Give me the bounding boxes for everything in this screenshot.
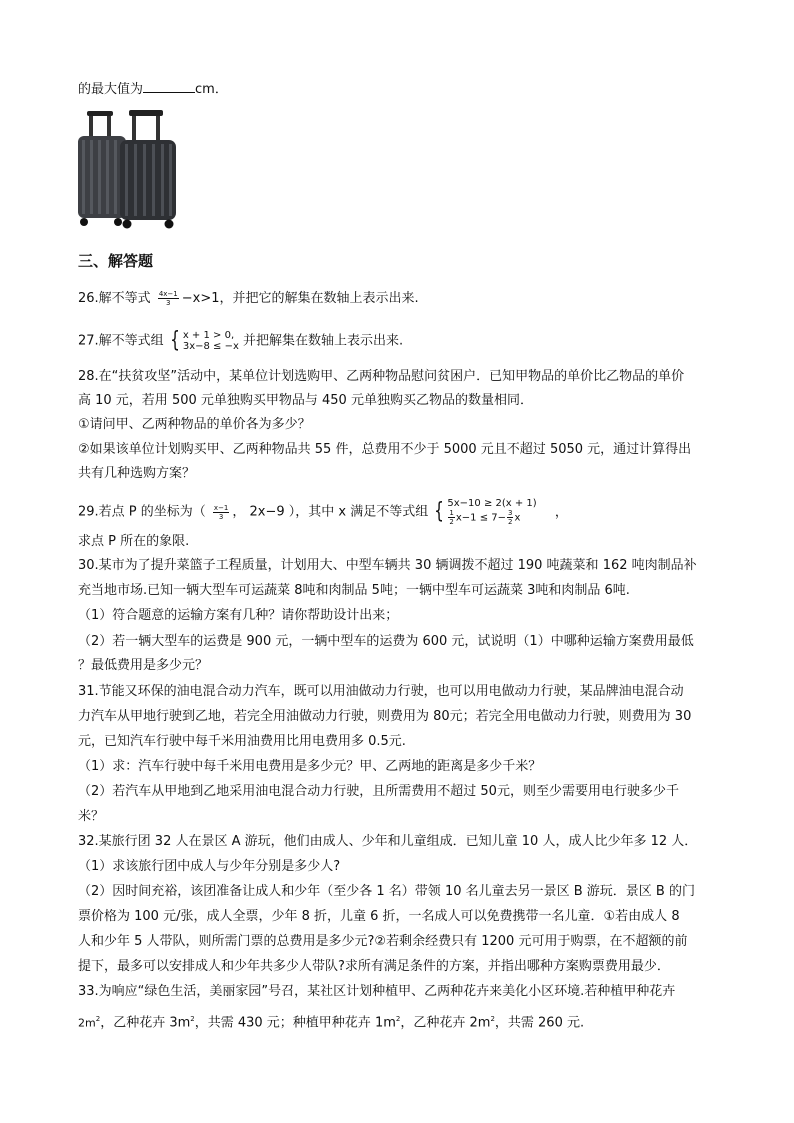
answer-prefix: 的最大值为 — [78, 82, 144, 97]
question-30-line-2: 充当地市场.已知一辆大型车可运蔬菜 8吨和肉制品 5吨；一辆中型车可运蔬菜 3吨和肉制品 6吨. — [78, 583, 630, 598]
question-31-line-5: （2）若汽车从甲地到乙地采用油电混合动力行驶，且所需费用不超过 50元，则至少需要用电行驶多少千 — [78, 784, 679, 799]
question-32-line-3: （2）因时间充裕，该团准备让成人和少年（至少各 1 名）带领 10 名儿童去另一景区 B 游玩．景区 B 的门 — [78, 884, 695, 899]
q26-prefix: 26.解不等式 — [78, 291, 151, 306]
question-31-line-3: 元，已知汽车行驶中每千米用油费用比用电费用多 0.5元. — [78, 734, 406, 749]
q29-brace: { — [434, 499, 445, 524]
question-28-line-5: 共有几种选购方案？ — [78, 466, 196, 481]
answer-blank — [143, 80, 195, 93]
q27-text: 并把解集在数轴上表示出来. — [243, 333, 404, 349]
q29-prefix: 29.若点 P 的坐标为（ — [78, 504, 206, 520]
q26-text: −x>1，并把它的解集在数轴上表示出来. — [181, 291, 419, 306]
question-30-line-5: ？最低费用是多少元？ — [78, 658, 209, 673]
question-32-line-4: 票价格为 100 元/张，成人全票，少年 8 折，儿童 6 折，一名成人可以免费携带一名儿童．①若由成人 8 — [78, 909, 680, 924]
question-28-line-3: ①请问甲、乙两种物品的单价各为多少？ — [78, 417, 311, 432]
question-30-line-3: （1）符合题意的运输方案有几种？请你帮助设计出来； — [78, 608, 399, 623]
q29-comma: ， — [554, 504, 568, 520]
question-32-line-5: 人和少年 5 人带队，则所需门票的总费用是多少元?②若剩余经费只有 1200 元可用于购票，在不超额的前 — [78, 934, 688, 949]
question-31-line-2: 力汽车从甲地行驶到乙地，若完全用油做动力行驶，则费用为 80元；若完全用电做动力行驶，则费用为 30 — [78, 709, 692, 724]
question-32-line-1: 32.某旅行团 32 人在景区 A 游玩，他们由成人、少年和儿童组成．已知儿童 10 人，成人比少年多 12 人． — [78, 834, 698, 849]
q26-fraction: $\frac{4x-1}{3}$ — [158, 290, 178, 307]
question-31-line-4: （1）求：汽车行驶中每千米用电费用是多少元？甲、乙两地的距离是多少千米？ — [78, 759, 542, 774]
section-title: 三、解答题 — [78, 252, 154, 270]
question-27 — [78, 330, 403, 352]
answer-suffix: cm． — [195, 82, 228, 97]
question-28-line-1: 28.在“扶贫攻坚”活动中，某单位计划选购甲、乙两种物品慰问贫困户．已知甲物品的单价比乙物品的单价 — [78, 369, 685, 384]
question-31-line-1: 31.节能又环保的油电混合动力汽车，既可以用油做动力行驶，也可以用电做动力行驶，某品牌油电混合动 — [78, 684, 684, 699]
question-30-line-4: （2）若一辆大型车的运费是 900 元，一辆中型车的运费为 600 元，试说明（1）中哪种运输方案费用最低 — [78, 634, 694, 649]
question-30-line-1: 30.某市为了提升菜篮子工程质量，计划用大、中型车辆共 30 辆调拨不超过 190 吨蔬菜和 162 吨肉制品补 — [78, 558, 697, 573]
question-31-line-6: 米？ — [78, 809, 105, 824]
question-33-line-1: 33.为响应“绿色生活，美丽家园”号召，某社区计划种植甲、乙两种花卉来美化小区环境.若种植甲种花卉 — [78, 984, 676, 999]
q27-brace: { — [169, 328, 180, 353]
question-26 — [78, 290, 419, 308]
suitcase-image — [72, 108, 180, 230]
q29-system: 5x−10 ≥ 2(x + 1) $\frac{1}{2}$ x−1 ≤ 7− $\frac{3}{2}$ x — [447, 498, 537, 526]
question-29-line-2: 求点 P 所在的象限. — [78, 534, 190, 549]
question-32-line-2: （1）求该旅行团中成人与少年分别是多少人? — [78, 859, 341, 874]
q27-prefix: 27.解不等式组 — [78, 333, 164, 349]
q29-fraction: $\frac{x-1}{3}$ — [213, 503, 229, 521]
question-32-line-6: 提下，最多可以安排成人和少年共多少人带队?求所有满足条件的方案，并指出哪种方案购票费用最少． — [78, 959, 670, 974]
question-33-line-2: $2m^2$，乙种花卉 $3m^2$，共需 430 元；种植甲种花卉 $1m^2$，乙种花卉 $2m^2$，共需 260 元. — [78, 1015, 585, 1031]
q29-text: ， 2x−9 ），其中 x 满足不等式组 — [232, 504, 429, 520]
question-28-line-2: 高 10 元，若用 500 元单独购买甲物品与 450 元单独购买乙物品的数量相同． — [78, 393, 533, 408]
q27-system: x + 1 > 0, 3x−8 ≤ −x — [182, 330, 239, 352]
question-29 — [78, 498, 568, 526]
answer-line — [78, 80, 228, 99]
question-28-line-4: ②如果该单位计划购买甲、乙两种物品共 55 件，总费用不少于 5000 元且不超过 5050 元，通过计算得出 — [78, 442, 692, 457]
